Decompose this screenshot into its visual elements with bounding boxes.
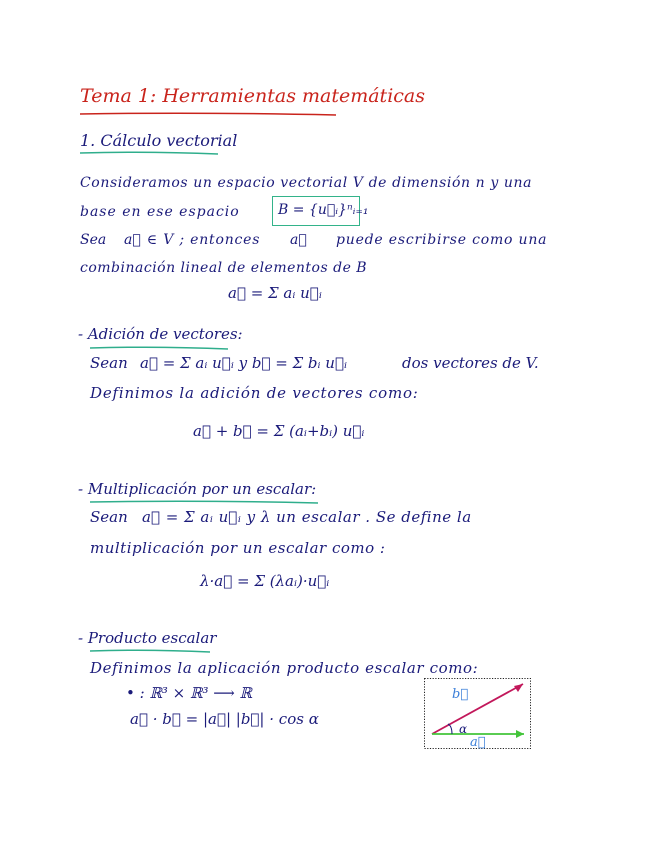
section-heading: 1. Cálculo vectorial bbox=[80, 131, 238, 150]
intro-line-3d: puede escribirse como una bbox=[336, 232, 548, 248]
scalar-mult-line-1a: Sean bbox=[90, 508, 128, 526]
scalar-mult-line-1b: a⃗ = Σ aᵢ u⃗ᵢ y λ un escalar . Se define la bbox=[142, 508, 472, 526]
scalar-mult-underline bbox=[88, 499, 328, 505]
dot-product-heading: - Producto escalar bbox=[78, 629, 217, 647]
intro-line-3c: a⃗ bbox=[290, 232, 307, 248]
addition-line-1b: a⃗ = Σ aᵢ u⃗ᵢ y b⃗ = Σ bᵢ u⃗ᵢ bbox=[140, 354, 347, 372]
addition-heading: - Adición de vectores: bbox=[78, 325, 243, 343]
intro-equation: a⃗ = Σ aᵢ u⃗ᵢ bbox=[228, 284, 322, 302]
addition-line-1a: Sean bbox=[90, 354, 128, 372]
intro-line-4: combinación lineal de elementos de B bbox=[80, 260, 368, 276]
figure-label-b: b⃗ bbox=[452, 687, 469, 702]
addition-line-2: Definimos la adición de vectores como: bbox=[90, 384, 419, 402]
dot-product-equation: a⃗ · b⃗ = |a⃗| |b⃗| · cos α bbox=[130, 710, 319, 728]
dot-product-underline bbox=[88, 648, 218, 654]
figure-label-a: a⃗ bbox=[470, 735, 486, 750]
intro-line-3b: a⃗ ∈ V ; entonces bbox=[124, 232, 261, 248]
section-underline bbox=[78, 150, 228, 156]
addition-underline bbox=[88, 345, 238, 351]
basis-notation: B = {u⃗ᵢ}ⁿᵢ₌₁ bbox=[278, 202, 369, 218]
vector-b-arrow bbox=[432, 684, 523, 734]
dot-product-line-1: Definimos la aplicación producto escalar como: bbox=[90, 659, 479, 677]
scalar-mult-heading: - Multiplicación por un escalar: bbox=[78, 480, 317, 498]
title-underline bbox=[78, 111, 338, 117]
dot-product-map: • : ℝ³ × ℝ³ ⟶ ℝ bbox=[126, 684, 253, 702]
page-title: Tema 1: Herramientas matemáticas bbox=[80, 85, 425, 107]
figure-label-alpha: α bbox=[459, 722, 468, 736]
intro-line-2: base en ese espacio bbox=[80, 204, 240, 220]
scalar-mult-equation: λ·a⃗ = Σ (λaᵢ)·u⃗ᵢ bbox=[200, 572, 330, 590]
addition-line-1c: dos vectores de V. bbox=[402, 354, 539, 372]
intro-line-3a: Sea bbox=[80, 232, 107, 248]
addition-equation: a⃗ + b⃗ = Σ (aᵢ+bᵢ) u⃗ᵢ bbox=[193, 422, 365, 440]
scalar-mult-line-2: multiplicación por un escalar como : bbox=[90, 539, 386, 557]
intro-line-1: Consideramos un espacio vectorial V de dimensión n y una bbox=[80, 175, 533, 191]
